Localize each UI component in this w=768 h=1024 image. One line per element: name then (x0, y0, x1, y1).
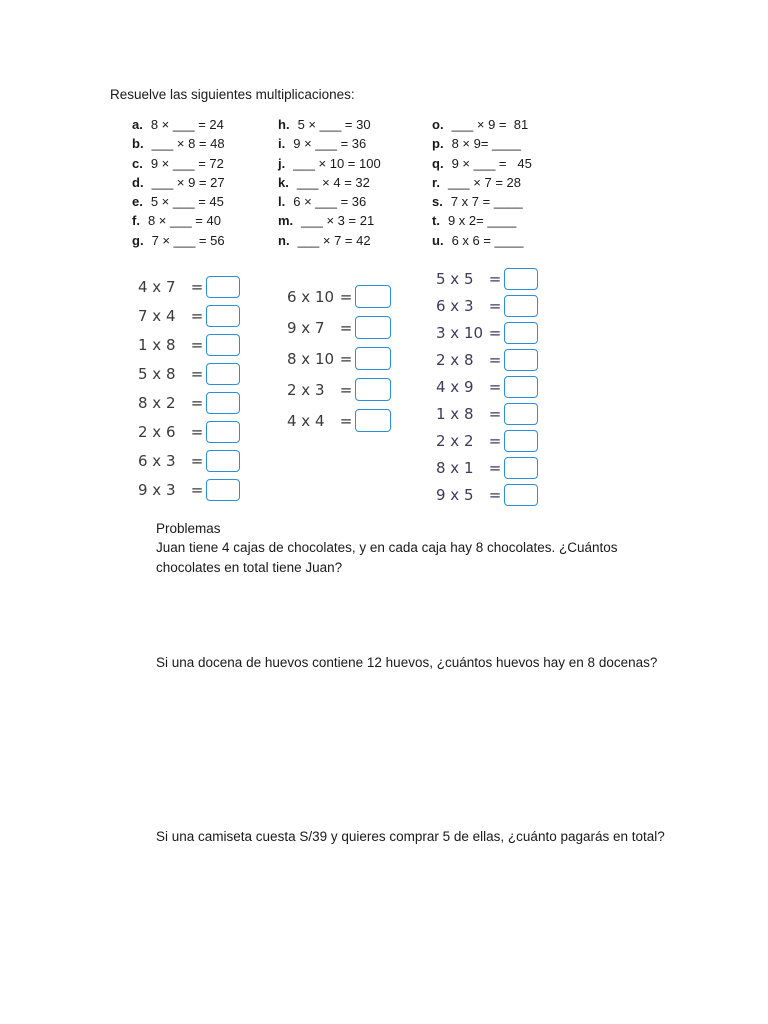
instructions: Resuelve las siguientes multiplicaciones: (110, 87, 355, 102)
multiplication-row (138, 388, 240, 417)
exercise-label: b. (132, 136, 144, 152)
multiplication-row (138, 417, 240, 446)
equals-sign: = (339, 380, 353, 399)
exercise-label: n. (278, 232, 290, 248)
exercise-item (278, 154, 381, 173)
multiplication-expression: 4 x 4 (287, 411, 325, 430)
exercise-label: u. (432, 232, 444, 248)
exercise-label: f. (132, 213, 140, 229)
exercise-text: 6 x 6 = ____ (451, 232, 524, 248)
answer-box[interactable] (206, 363, 240, 385)
exercise-item (432, 134, 532, 153)
exercise-text: 8 × ___ = 24 (150, 117, 224, 132)
multiplication-row (287, 281, 391, 312)
answer-box[interactable] (504, 457, 538, 479)
exercise-text: 9 × ___ = 45 (451, 155, 532, 171)
exercise-label: e. (132, 194, 143, 210)
exercise-item (432, 192, 532, 211)
multiplication-expression: 5 x 5 (436, 269, 474, 288)
multiplication-row (436, 400, 538, 427)
exercise-label: q. (432, 155, 444, 171)
exercise-label: c. (132, 155, 143, 171)
multiplication-row (138, 475, 240, 504)
exercise-text: 9 x 2= ____ (447, 213, 517, 229)
multiplication-row (436, 346, 538, 373)
exercise-label: j. (278, 155, 286, 171)
equals-sign: = (190, 277, 204, 296)
multiplication-expression: 2 x 8 (436, 350, 474, 369)
exercise-item (278, 134, 381, 153)
exercise-text: 6 × ___ = 36 (293, 194, 367, 210)
exercise-column-3 (432, 115, 532, 250)
exercise-label: l. (278, 194, 286, 210)
multiplication-expression: 2 x 6 (138, 422, 176, 441)
answer-box[interactable] (206, 392, 240, 414)
multiplication-row (436, 427, 538, 454)
equals-sign: = (488, 431, 502, 450)
exercise-text: 9 × ___ = 72 (150, 155, 224, 171)
exercise-column-1 (132, 115, 225, 250)
multiplication-row (436, 481, 538, 508)
answer-box[interactable] (504, 403, 538, 425)
exercise-item (432, 173, 532, 192)
answer-box[interactable] (206, 276, 240, 298)
multiplication-expression: 6 x 3 (436, 296, 474, 315)
multiplication-expression: 6 x 3 (138, 451, 176, 470)
answer-box[interactable] (504, 430, 538, 452)
exercise-item (132, 192, 225, 211)
exercise-label: o. (432, 117, 444, 132)
exercise-text: 7 x 7 = ____ (450, 194, 523, 210)
multiplication-row (436, 265, 538, 292)
exercise-label: i. (278, 136, 286, 152)
multiplication-expression: 4 x 9 (436, 377, 474, 396)
multiplication-expression: 9 x 5 (436, 485, 474, 504)
exercise-text: 5 × ___ = 45 (150, 194, 224, 210)
multiplication-expression: 1 x 8 (138, 335, 176, 354)
multiplication-row (287, 374, 391, 405)
equals-sign: = (488, 404, 502, 423)
equals-sign: = (488, 269, 502, 288)
multiplication-expression: 1 x 8 (436, 404, 474, 423)
equals-sign: = (339, 411, 353, 430)
exercise-label: p. (432, 136, 444, 152)
exercise-text: 5 × ___ = 30 (297, 117, 371, 132)
answer-box[interactable] (206, 421, 240, 443)
answer-box[interactable] (206, 479, 240, 501)
multiplication-row (287, 405, 391, 436)
exercise-item (132, 173, 225, 192)
equals-sign: = (339, 349, 353, 368)
answer-box[interactable] (206, 450, 240, 472)
multiplication-expression: 6 x 10 (287, 287, 335, 306)
answer-box[interactable] (504, 295, 538, 317)
multiplication-row (287, 343, 391, 374)
problem-1: Juan tiene 4 cajas de chocolates, y en cada caja hay 8 chocolates. ¿Cuántos chocolates en total tiene Juan? (156, 540, 618, 575)
equals-sign: = (488, 323, 502, 342)
answer-grid-3 (436, 265, 538, 508)
equals-sign: = (190, 422, 204, 441)
multiplication-row (436, 319, 538, 346)
exercise-item (132, 211, 225, 230)
exercise-item (132, 154, 225, 173)
multiplication-expression: 8 x 1 (436, 458, 474, 477)
multiplication-row (138, 359, 240, 388)
multiplication-row (138, 272, 240, 301)
answer-box[interactable] (355, 316, 391, 339)
exercise-item (278, 211, 381, 230)
answer-box[interactable] (206, 334, 240, 356)
exercise-item (432, 154, 532, 173)
answer-box[interactable] (206, 305, 240, 327)
problems-heading: Problemas (156, 521, 221, 536)
exercise-label: m. (278, 213, 294, 229)
answer-box[interactable] (355, 285, 391, 308)
exercise-item (278, 231, 381, 250)
exercise-text: ___ × 7 = 42 (297, 232, 371, 248)
equals-sign: = (190, 364, 204, 383)
exercise-label: h. (278, 117, 290, 132)
exercise-label: a. (132, 117, 143, 132)
exercise-item (278, 115, 381, 134)
answer-grid-2 (287, 281, 391, 436)
multiplication-expression: 4 x 7 (138, 277, 176, 296)
exercise-text: ___ × 8 = 48 (151, 136, 225, 152)
exercise-text: 8 × 9= ____ (451, 136, 521, 152)
equals-sign: = (190, 480, 204, 499)
multiplication-expression: 8 x 2 (138, 393, 176, 412)
multiplication-row (138, 301, 240, 330)
equals-sign: = (190, 393, 204, 412)
multiplication-expression: 2 x 3 (287, 380, 325, 399)
exercise-column-2 (278, 115, 381, 250)
equals-sign: = (488, 458, 502, 477)
exercise-item (278, 192, 381, 211)
exercise-item (432, 115, 532, 134)
multiplication-row (138, 446, 240, 475)
answer-box[interactable] (504, 322, 538, 344)
multiplication-row (287, 312, 391, 343)
multiplication-expression: 5 x 8 (138, 364, 176, 383)
equals-sign: = (190, 335, 204, 354)
exercise-item (278, 173, 381, 192)
multiplication-row (436, 292, 538, 319)
equals-sign: = (488, 350, 502, 369)
multiplication-expression: 9 x 7 (287, 318, 325, 337)
exercise-text: 7 × ___ = 56 (151, 232, 225, 248)
equals-sign: = (190, 451, 204, 470)
multiplication-expression: 7 x 4 (138, 306, 176, 325)
exercise-text: 8 × ___ = 40 (147, 213, 221, 229)
exercise-text: ___ × 4 = 32 (296, 174, 370, 190)
multiplication-expression: 3 x 10 (436, 323, 484, 342)
equals-sign: = (488, 377, 502, 396)
exercise-text: ___ × 3 = 21 (301, 213, 375, 229)
equals-sign: = (339, 318, 353, 337)
multiplication-expression: 8 x 10 (287, 349, 335, 368)
exercise-label: d. (132, 174, 144, 190)
answer-grid-1 (138, 272, 240, 504)
exercise-text: ___ × 9 = 81 (451, 117, 529, 132)
multiplication-expression: 2 x 2 (436, 431, 474, 450)
exercise-label: k. (278, 174, 289, 190)
answer-box[interactable] (504, 349, 538, 371)
exercise-text: ___ × 9 = 27 (151, 174, 225, 190)
exercise-item (432, 231, 532, 250)
answer-box[interactable] (504, 268, 538, 290)
answer-box[interactable] (504, 484, 538, 506)
answer-box[interactable] (355, 378, 391, 401)
multiplication-row (138, 330, 240, 359)
equals-sign: = (339, 287, 353, 306)
exercise-label: g. (132, 232, 144, 248)
answer-box[interactable] (355, 409, 391, 432)
multiplication-row (436, 373, 538, 400)
exercise-item (132, 115, 225, 134)
exercise-label: t. (432, 213, 440, 229)
answer-box[interactable] (504, 376, 538, 398)
problem-3: Si una camiseta cuesta S/39 y quieres comprar 5 de ellas, ¿cuánto pagarás en total? (156, 829, 665, 844)
exercise-item (432, 211, 532, 230)
multiplication-expression: 9 x 3 (138, 480, 176, 499)
problem-2: Si una docena de huevos contiene 12 huevos, ¿cuántos huevos hay en 8 docenas? (156, 655, 658, 670)
exercise-text: ___ × 7 = 28 (447, 174, 521, 190)
exercise-text: ___ × 10 = 100 (293, 155, 381, 171)
equals-sign: = (488, 296, 502, 315)
exercise-label: r. (432, 174, 440, 190)
multiplication-row (436, 454, 538, 481)
exercise-label: s. (432, 194, 443, 210)
exercise-item (132, 134, 225, 153)
equals-sign: = (488, 485, 502, 504)
exercise-item (132, 231, 225, 250)
answer-box[interactable] (355, 347, 391, 370)
exercise-text: 9 × ___ = 36 (293, 136, 367, 152)
equals-sign: = (190, 306, 204, 325)
